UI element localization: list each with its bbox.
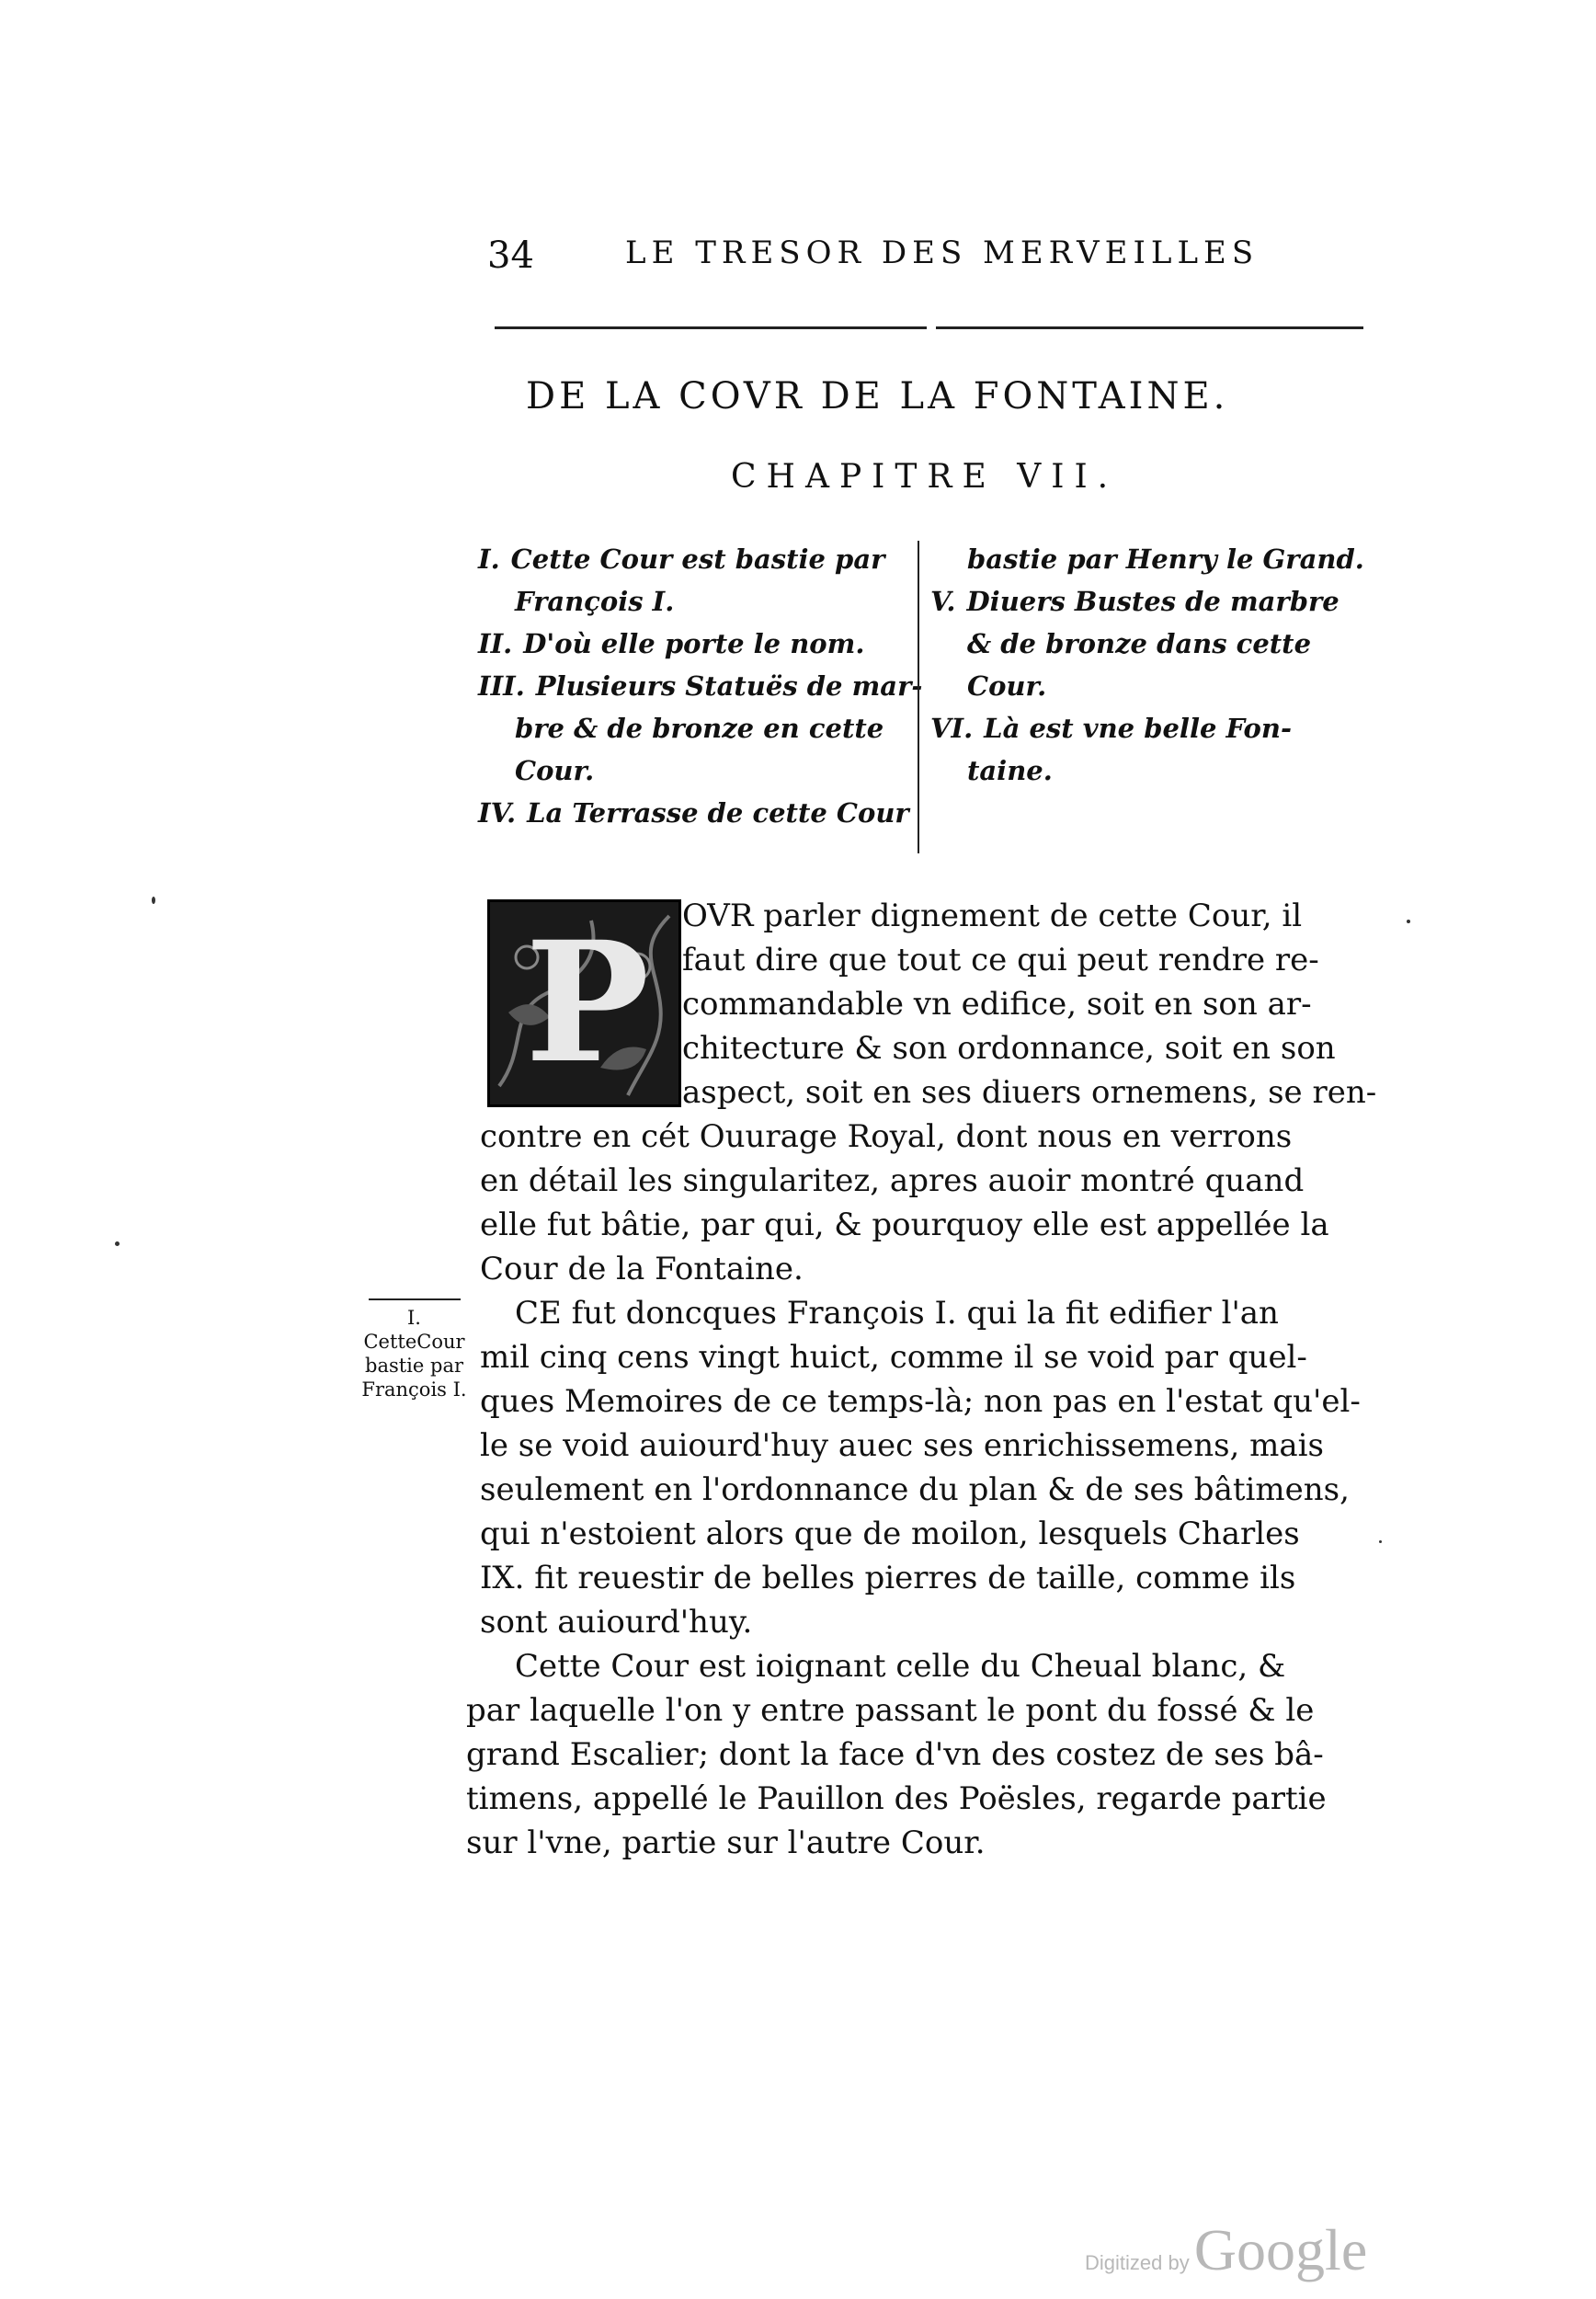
body-line: seulement en l'ordonnance du plan & de ses bâtimens, — [480, 1471, 1350, 1508]
body-line: timens, appellé le Pauillon des Poësles, regarde partie — [466, 1780, 1327, 1817]
margin-note-rule — [369, 1298, 461, 1300]
summary-line: I. Cette Cour est bastie par — [478, 543, 885, 575]
section-title: DE LA COVR DE LA FONTAINE. — [526, 375, 1229, 417]
page-number: 34 — [487, 234, 534, 277]
summary-divider — [918, 541, 919, 853]
body-line: en détail les singularitez, apres auoir montré quand — [480, 1162, 1305, 1199]
chapter-title: CHAPITRE VII. — [731, 458, 1119, 496]
body-line: mil cinq cens vingt huict, comme il se void par quel- — [480, 1339, 1307, 1376]
running-head — [487, 234, 1278, 290]
summary-line: bre & de bronze en cette — [515, 713, 884, 744]
summary-line: Cour. — [967, 670, 1047, 702]
margin-note-number: I. — [407, 1307, 421, 1329]
body-line: par laquelle l'on y entre passant le pont du fossé & le — [466, 1692, 1315, 1729]
body-line: sont auiourd'huy. — [480, 1604, 753, 1641]
body-line: Cette Cour est ioignant celle du Cheual blanc, & — [515, 1648, 1286, 1685]
margin-note-line: François I. — [361, 1378, 467, 1401]
body-line: ques Memoires de ce temps-là; non pas en l'estat qu'el- — [480, 1383, 1361, 1420]
margin-note — [357, 1298, 472, 1401]
summary-line: taine. — [967, 755, 1053, 786]
body-line: IX. fit reuestir de belles pierres de taille, comme ils — [480, 1560, 1296, 1596]
body-line: grand Escalier; dont la face d'vn des costez de ses bâ- — [466, 1736, 1324, 1773]
summary-line: III. Plusieurs Statuës de mar- — [478, 670, 923, 702]
body-line: Cour de la Fontaine. — [480, 1251, 804, 1287]
margin-note-line: bastie par — [365, 1355, 463, 1377]
body-line: le se void auiourd'huy auec ses enrichissemens, mais — [480, 1427, 1324, 1464]
summary-line: François I. — [515, 586, 675, 617]
body-line: CE fut doncques François I. qui la fit edifier l'an — [515, 1295, 1279, 1332]
header-rule-left — [495, 326, 927, 329]
scan-speck — [1379, 1540, 1382, 1543]
summary-line: V. Diuers Bustes de marbre — [930, 586, 1340, 617]
scan-speck — [115, 1241, 120, 1246]
scan-speck — [152, 897, 155, 904]
body-line: qui n'estoient alors que de moilon, lesquels Charles — [480, 1516, 1300, 1552]
scan-speck — [1407, 920, 1410, 923]
summary-line: & de bronze dans cette — [967, 628, 1312, 659]
body-line: commandable vn edifice, soit en son ar- — [682, 986, 1312, 1023]
body-line: OVR parler dignement de cette Cour, il — [682, 898, 1303, 934]
summary-line: II. D'où elle porte le nom. — [478, 628, 865, 659]
watermark-small-text: Digitized by — [1085, 2251, 1190, 2274]
body-line: sur l'vne, partie sur l'autre Cour. — [466, 1824, 986, 1861]
body-line: contre en cét Ouurage Royal, dont nous en verrons — [480, 1118, 1293, 1155]
summary-line: bastie par Henry le Grand. — [967, 543, 1364, 575]
summary-line: VI. Là est vne belle Fon- — [930, 713, 1292, 744]
running-title: LE TRESOR DES MERVEILLES — [625, 234, 1260, 271]
body-line: chitecture & son ordonnance, soit en son — [682, 1030, 1336, 1067]
margin-note-line: CetteCour — [363, 1331, 465, 1353]
summary-line: IV. La Terrasse de cette Cour — [478, 797, 909, 829]
body-line: elle fut bâtie, par qui, & pourquoy elle est appellée la — [480, 1207, 1329, 1243]
digitized-watermark — [1085, 2216, 1367, 2284]
header-rule-right — [936, 326, 1363, 329]
chapter-summary — [478, 541, 1379, 858]
summary-line: Cour. — [515, 755, 595, 786]
watermark-logo-text: Google — [1193, 2217, 1368, 2282]
body-line: faut dire que tout ce qui peut rendre re- — [682, 942, 1319, 978]
body-line: aspect, soit en ses diuers ornemens, se ren- — [682, 1074, 1377, 1111]
ornamental-drop-cap — [487, 899, 681, 1107]
drop-cap-letter: P — [525, 906, 650, 1100]
